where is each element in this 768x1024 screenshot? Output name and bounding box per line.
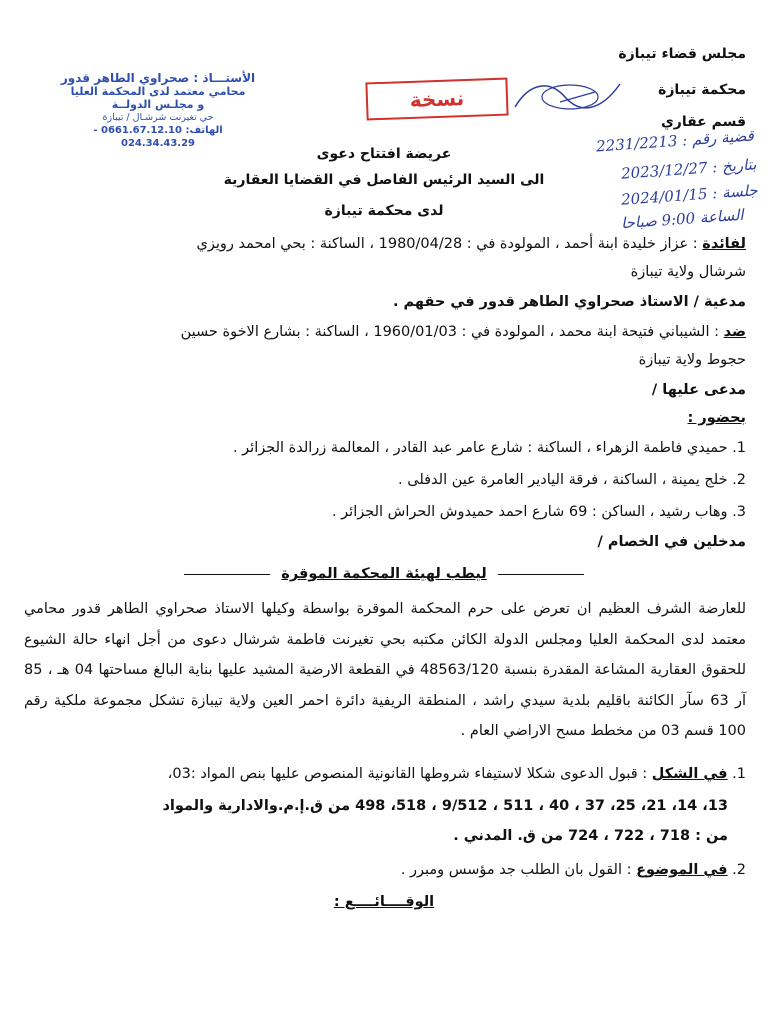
section-title: ليطب لهيئة المحكمة الموقرة (281, 566, 487, 582)
body-paragraph: للعارضة الشرف العظيم ان تعرض على حرم المحكمة الموقرة بواسطة وكيلها الاستاذ صحراوي الطاهر قدور محامي معتمد لدى المحكمة العليا ومجلس الدولة الكائن مكتبه بحي تغيرنت فاطمة شرشال دعوى من أجل انهاء حالة الشيوع للحقوق العقارية المشاعة المقدرة بنسبة 48563/120 في القطعة الارضية المشيد عليها بناية البالغ مساحتها 04 هـ ، 85 آر 63 سآر الكائنة باقليم بلدية سيدي راشد ، المنطقة الريفية دائرة احمر العين ولاية تيبازة تشكل مجموعة ملكية رقم 100 قسم 03 من مخطط مسح الاراضي العام . (24, 601, 747, 739)
section-name: قسم عقاري (660, 114, 746, 130)
point-substance-text: : القول بان الطلب جد مؤسس ومبرر . (400, 862, 632, 878)
stamp-line-2: محامي معتمد لدى المحكمة العليا (70, 85, 246, 98)
point-form-label: في الشكل (651, 766, 728, 782)
point-form-articles-2: من : 718 ، 722 ، 724 من ق. المدني . (453, 828, 728, 844)
presence-item-2: 2. خلج يمينة ، الساكنة ، فرقة اليادير العامرة عين الدفلى . (398, 472, 746, 488)
addressee-court: لدى محكمة تيبازة (324, 203, 444, 219)
facts-title: الوقــــائــــع : (333, 894, 435, 910)
defendant-role: مدعى عليها / (651, 382, 746, 398)
stamp-line-3: و مجلـس الدولــة (111, 98, 205, 111)
handwritten-hearing-date: جلسة : 2024/01/15 (620, 181, 759, 209)
presence-item-3: 3. وهاب رشيد ، الساكن : 69 شارع احمد حميدوش الحراش الجزائر . (331, 504, 746, 520)
handwritten-hearing-time: الساعة 9:00 صباحا (620, 205, 745, 233)
court-name: محكمة تيبازة (658, 82, 746, 98)
council-name: مجلس قضاء تيبازة (618, 46, 746, 62)
signature-scribble (510, 72, 630, 122)
copy-stamp: نسخة (365, 78, 508, 121)
section-heading (0, 566, 768, 582)
addressee: الى السيد الرئيس الفاصل في القضايا العقارية (223, 172, 545, 188)
stamp-phone: الهاتف: 0661.67.12.10 - 024.34.43.29 (93, 125, 223, 149)
stamp-line-1: الأستـــاذ : صحراوي الطاهر قدور (60, 71, 256, 85)
plaintiff-line (24, 236, 746, 252)
handwritten-filed-date: بتاريخ : 2023/12/27 (620, 155, 757, 183)
point-form: 1. في الشكل : قبول الدعوى شكلا لاستيفاء شروطها القانونية المنصوص عليها بنص المواد :03، (167, 766, 746, 782)
point-form-articles: 13، 14، 21، 25، 37 ، 40 ، 511 ، 9/512 ، 518، 498 من ق.إ.م.والادارية والمواد (162, 798, 728, 814)
point-substance-label: في الموضوع (636, 862, 728, 878)
lawyer-stamp (58, 72, 258, 150)
point-substance: 2. في الموضوع : القول بان الطلب جد مؤسس ومبرر . (400, 862, 746, 878)
presence-label: بحضور : (687, 410, 746, 426)
defendant-address: حجوط ولاية تيبازة (638, 352, 746, 368)
plaintiff-address: شرشال ولاية تيبازة (630, 264, 746, 280)
heading-rule-right (498, 574, 584, 575)
heading-rule-left (184, 574, 270, 575)
intervenors-role: مدخلين في الخصام / (597, 534, 746, 550)
stamp-line-4: حي تغيرنت شرشـال / تيبازة (102, 112, 214, 123)
plaintiff-role: مدعية / الاستاذ صحراوي الطاهر قدور في حقهم . (392, 294, 746, 310)
point-form-text: : قبول الدعوى شكلا لاستيفاء شروطها القانونية المنصوص عليها بنص المواد :03، (167, 766, 648, 782)
defendant-line (24, 324, 746, 340)
defendant-text: : الشيباني فتيحة ابنة محمد ، المولودة في : 1960/01/03 ، الساكنة : بشارع الاخوة حسين (180, 324, 719, 340)
plaintiff-text: : عزاز خليدة ابنة أحمد ، المولودة في : 1980/04/28 ، الساكنة : بحي امحمد رويزي (196, 236, 698, 252)
plaintiff-label: لفائدة (702, 236, 746, 252)
defendant-label: ضد (723, 324, 746, 340)
presence-item-1: 1. حميدي فاطمة الزهراء ، الساكنة : شارع عامر عبد القادر ، المعالمة زرالدة الجزائر . (232, 440, 746, 456)
handwritten-case-no: قضية رقم : 2231/2213 (595, 126, 755, 156)
document-title: عريضة افتتاح دعوى (316, 146, 452, 162)
